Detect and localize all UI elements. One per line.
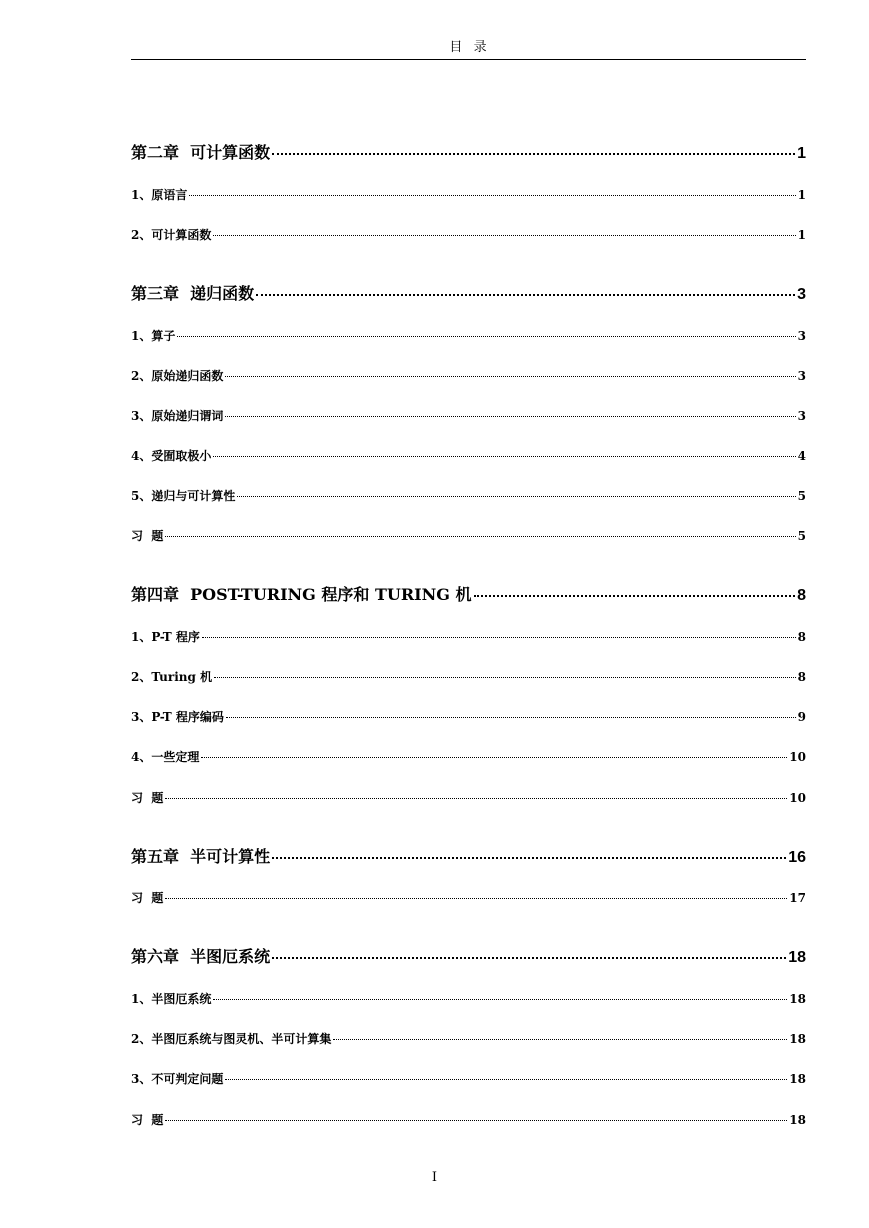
toc-entry-page: 1 — [797, 145, 806, 162]
toc-section-entry[interactable] — [131, 990, 806, 1007]
toc-dot-leader — [213, 456, 795, 457]
toc-dot-leader — [225, 376, 795, 377]
toc-dot-leader — [165, 898, 787, 899]
toc-entry-page: 4 — [797, 449, 806, 463]
toc-dot-leader — [272, 957, 786, 959]
toc-entry-page: 8 — [797, 670, 806, 684]
toc-entry-page: 18 — [789, 1032, 806, 1046]
toc-entry-label: 4、受囿取极小 — [131, 449, 212, 463]
toc-entry-page: 3 — [797, 286, 806, 303]
toc-entry-label: 3、不可判定问题 — [131, 1072, 224, 1086]
toc-dot-leader — [256, 294, 795, 296]
toc-entry-page: 18 — [789, 1113, 806, 1127]
toc-dot-leader — [165, 536, 795, 537]
toc-dot-leader — [333, 1039, 787, 1040]
toc-chapter-entry[interactable] — [131, 944, 806, 967]
toc-entry-page: 8 — [797, 630, 806, 644]
toc-dot-leader — [177, 336, 795, 337]
toc-entry-page: 10 — [789, 791, 806, 805]
toc-section-entry[interactable] — [131, 487, 806, 504]
toc-entry-label: 习 题 — [131, 891, 164, 905]
toc-entry-page: 8 — [797, 587, 806, 604]
toc-entry-page: 10 — [789, 750, 806, 764]
toc-entry-label: 5、递归与可计算性 — [131, 489, 236, 503]
toc-dot-leader — [201, 757, 787, 758]
toc-entry-label: 2、半图厄系统与图灵机、半可计算集 — [131, 1032, 332, 1046]
toc-chapter-entry[interactable] — [131, 140, 806, 163]
toc-section-entry[interactable] — [131, 1111, 806, 1128]
toc-entry-page: 18 — [789, 1072, 806, 1086]
toc-section-entry[interactable] — [131, 1070, 806, 1087]
toc-dot-leader — [225, 1079, 787, 1080]
toc-dot-leader — [237, 496, 795, 497]
toc-section-entry[interactable] — [131, 327, 806, 344]
toc-section-entry[interactable] — [131, 527, 806, 544]
toc-entry-page: 1 — [797, 228, 806, 242]
toc-dot-leader — [213, 999, 787, 1000]
toc-entry-page: 18 — [788, 949, 806, 966]
toc-entry-page: 3 — [797, 409, 806, 423]
toc-dot-leader — [226, 717, 796, 718]
toc-section-entry[interactable] — [131, 668, 806, 685]
toc-section-entry[interactable] — [131, 708, 806, 725]
toc-entry-page: 16 — [788, 849, 806, 866]
toc-entry-label: 习 题 — [131, 791, 164, 805]
toc-entry-label: 第五章 半可计算性 — [131, 847, 271, 866]
toc-section-entry[interactable] — [131, 628, 806, 645]
toc-entry-label: 1、算子 — [131, 329, 176, 343]
page-footer — [0, 1170, 869, 1185]
toc-section-entry[interactable] — [131, 789, 806, 806]
toc-entry-page: 5 — [797, 529, 806, 543]
toc-section-entry[interactable] — [131, 447, 806, 464]
toc-dot-leader — [189, 195, 795, 196]
toc-dot-leader — [214, 677, 796, 678]
toc-entry-page: 9 — [797, 710, 806, 724]
toc-dot-leader — [225, 416, 795, 417]
header-title: 目 录 — [449, 40, 488, 55]
toc-entry-label: 2、可计算函数 — [131, 228, 212, 242]
toc-entry-label: 1、半图厄系统 — [131, 992, 212, 1006]
page-header — [131, 38, 806, 60]
toc-chapter-entry[interactable] — [131, 582, 806, 605]
toc-entry-page: 5 — [797, 489, 806, 503]
toc-entry-label: 1、原语言 — [131, 188, 188, 202]
toc-section-entry[interactable] — [131, 1030, 806, 1047]
toc-entry-label: 第六章 半图厄系统 — [131, 947, 271, 966]
toc-entry-label: 第二章 可计算函数 — [131, 143, 271, 162]
toc-entry-label: 习 题 — [131, 1113, 164, 1127]
toc-dot-leader — [474, 595, 796, 597]
toc-entry-page: 17 — [789, 891, 806, 905]
toc-dot-leader — [165, 1120, 787, 1121]
toc-chapter-entry[interactable] — [131, 844, 806, 867]
toc-entry-label: 3、原始递归谓词 — [131, 409, 224, 423]
toc-section-entry[interactable] — [131, 748, 806, 765]
toc-entry-page: 1 — [797, 188, 806, 202]
toc-dot-leader — [202, 637, 796, 638]
toc-entry-label: 习 题 — [131, 529, 164, 543]
toc-entry-label: 1、P-T 程序 — [131, 630, 200, 644]
toc-entry-page: 3 — [797, 369, 806, 383]
toc-chapter-entry[interactable] — [131, 281, 806, 304]
toc-section-entry[interactable] — [131, 226, 806, 243]
toc-dot-leader — [213, 235, 795, 236]
toc-entry-label: 第三章 递归函数 — [131, 284, 255, 303]
toc-section-entry[interactable] — [131, 186, 806, 203]
toc-entry-label: 2、Turing 机 — [131, 670, 213, 684]
toc-dot-leader — [272, 857, 786, 859]
toc-entry-label: 第四章 POST-TURING 程序和 TURING 机 — [131, 585, 472, 604]
toc-entry-label: 4、一些定理 — [131, 750, 200, 764]
toc-dot-leader — [272, 153, 795, 155]
toc-section-entry[interactable] — [131, 889, 806, 906]
toc-entry-label: 2、原始递归函数 — [131, 369, 224, 383]
toc-entry-label: 3、P-T 程序编码 — [131, 710, 224, 724]
toc-section-entry[interactable] — [131, 367, 806, 384]
toc-entry-page: 3 — [797, 329, 806, 343]
toc-entry-page: 18 — [789, 992, 806, 1006]
toc-dot-leader — [165, 798, 787, 799]
toc-section-entry[interactable] — [131, 407, 806, 424]
footer-page-number: I — [431, 1170, 438, 1185]
